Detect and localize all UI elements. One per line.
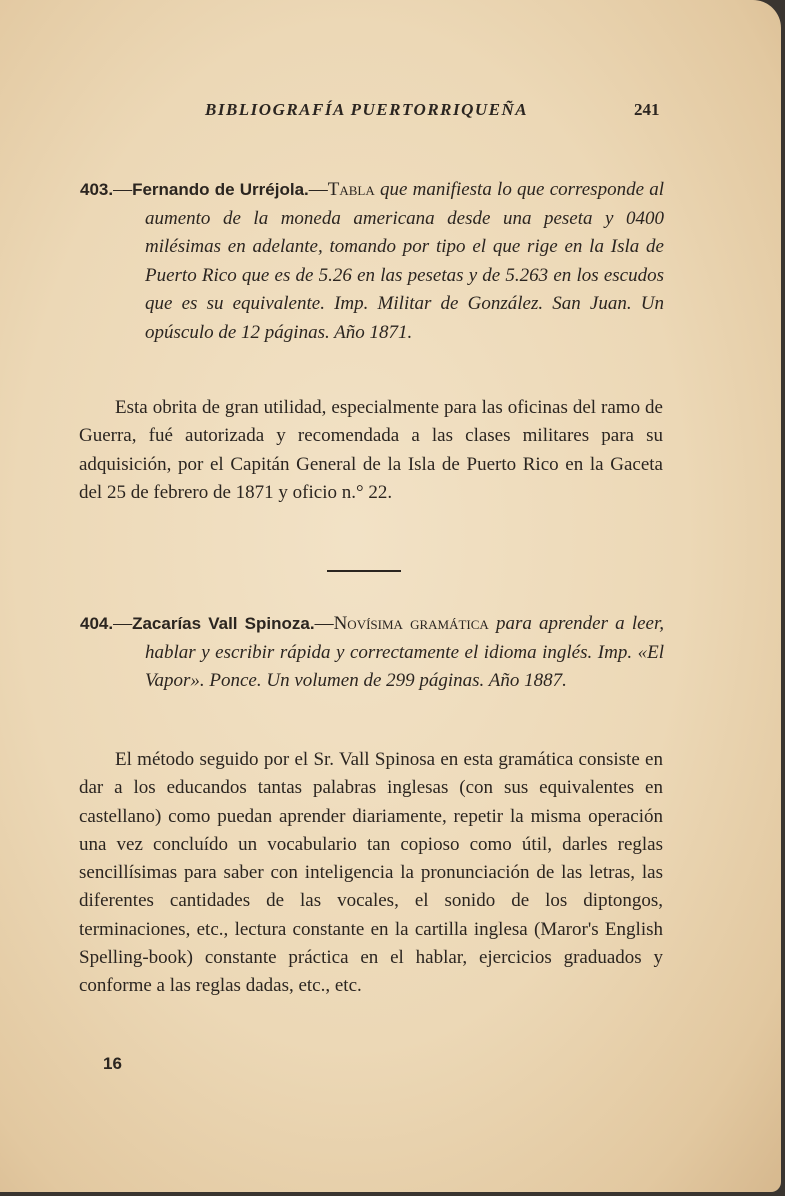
entry-number: 404. <box>80 614 114 633</box>
bibliography-entry-404: 404.—Zacarías Vall Spinoza.—Novísima gramática para aprender a leer, hablar y escribir rápida y correctamente el idioma inglés. Imp. «El Vapor». Ponce. Un volumen de 299 páginas. Año 1887. <box>80 613 665 691</box>
entry-403-commentary: Esta obrita de gran utilidad, especialmente para las oficinas del ramo de Guerra, fué autorizada y recomendada a las clases militares para su adquisición, por el Capitán General de la Isla de Puerto Rico en la Gaceta del 25 de febrero de 1871 y oficio n.° 22. <box>79 397 663 503</box>
entry-author: Fernando de Urréjola. <box>132 180 309 199</box>
signature-mark: 16 <box>103 1054 122 1073</box>
entry-author: Zacarías Vall Spinoza. <box>132 614 315 633</box>
running-title: BIBLIOGRAFÍA PUERTORRIQUEÑA <box>205 100 529 119</box>
entry-description: para aprender a leer, hablar y escribir rápida y correctamente el idioma inglés. Imp. «El Vapor». Ponce. Un volumen de 299 páginas. Año 1887. <box>145 613 665 691</box>
section-divider <box>327 570 401 572</box>
entry-description: que manifiesta lo que corresponde al aumento de la moneda americana desde una peseta y 0400 milésimas en adelante, tomando por tipo el que rige en la Isla de Puerto Rico que es de 5.26 en las pesetas y de 5.263 en los escudos que es su equivalente. Imp. Militar de González. San Juan. Un opúsculo de 12 páginas. Año 1871. <box>145 179 665 343</box>
entry-404-commentary: El método seguido por el Sr. Vall Spinosa en esta gramática consiste en dar a los educandos tantas palabras inglesas (con sus equivalentes en castellano) como puedan aprender diariamente, repetir la misma operación una vez concluído un vocabulario tan copioso como útil, darles reglas sencillísimas para saber con inteligencia la pronunciación de las letras, las diferentes cantidades de las vocales, el sonido de los diptongos, terminaciones, etc., lectura constante en la cartilla inglesa (Maror's English Spelling-book) constante práctica en el hablar, ejercicios graduados y conforme a las reglas dadas, etc., etc. <box>79 749 663 997</box>
entry-number: 403. <box>80 180 114 199</box>
page-number: 241 <box>634 100 660 119</box>
entry-title-lead: Novísima gramática <box>333 613 489 634</box>
bibliography-entry-403: 403.—Fernando de Urréjola.—Tabla que manifiesta lo que corresponde al aumento de la moneda americana desde una peseta y 0400 milésimas en adelante, tomando por tipo el que rige en la Isla de Puerto Rico que es de 5.26 en las pesetas y de 5.263 en los escudos que es su equivalente. Imp. Militar de González. San Juan. Un opúsculo de 12 páginas. Año 1871. <box>80 179 665 343</box>
entry-title-lead: Tabla <box>327 179 375 200</box>
